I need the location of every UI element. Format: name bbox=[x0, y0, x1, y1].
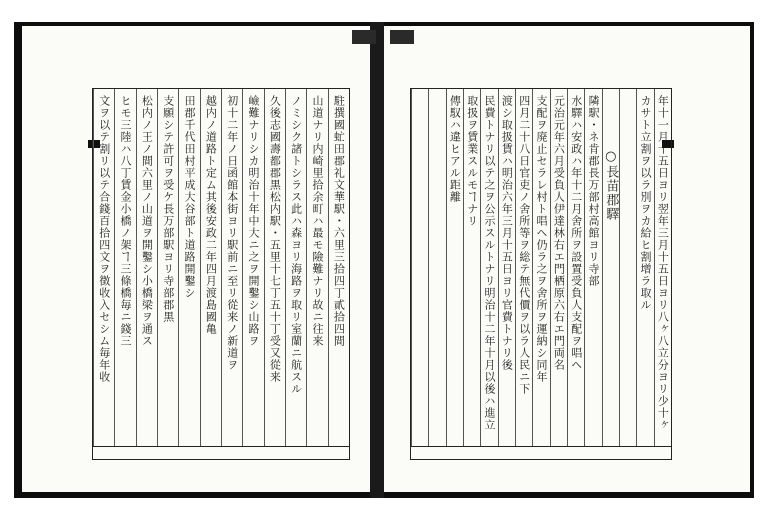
text-column bbox=[602, 89, 619, 459]
binding-clip bbox=[352, 30, 376, 44]
column-text: 松内ノ王ノ間六里ノ山道ヲ開鑿シ小橋梁ヲ通ス bbox=[140, 95, 154, 347]
text-column bbox=[242, 89, 263, 459]
column-text: 元治元年六月受負人伊達林右エ門栖原六右エ門両名 bbox=[552, 95, 566, 371]
text-column bbox=[636, 89, 653, 459]
text-column bbox=[550, 89, 567, 459]
text-column bbox=[178, 89, 199, 459]
column-text: 田郡千代田村平成大谷部ト道路開鑿シ bbox=[183, 95, 197, 299]
text-column bbox=[428, 89, 445, 459]
text-column bbox=[157, 89, 178, 459]
column-text: 嶮難ナリシカ明治十年中大ニ之ヲ開鑿シ山路ヲ bbox=[247, 95, 261, 347]
column-text: 民費トナリ以テ之ヲ公示スルトナリ明治十二年十月以後ハ進立 bbox=[483, 95, 497, 431]
text-column bbox=[515, 89, 532, 459]
text-column bbox=[480, 89, 497, 459]
column-text: ノミシク諸トシラス此ハ森ヨリ海路ヲ取リ室蘭ニ航スル bbox=[289, 95, 303, 395]
column-text: 駐撰國虻田郡礼文華駅・六里三拾四丁貳拾四間 bbox=[332, 95, 346, 347]
book-gutter bbox=[370, 22, 384, 498]
text-column bbox=[584, 89, 601, 459]
column-text: 年十一月十五日ヨリ翌年三月十五日ヨリ八ヶ八立分ヨリ少十ヶ bbox=[656, 95, 670, 431]
text-column bbox=[532, 89, 549, 459]
column-text: 四月二十八日官吏ノ舍所等ヲ総テ無代價ヲ以ラ人民ニ下 bbox=[517, 95, 531, 395]
column-text: 渡シ取扱賃ハ明治六年三月十五日ヨリ官費トナリ後 bbox=[500, 95, 514, 371]
column-text: 支願シテ許可ヲ受ケ長万部駅ヨリ寺部郡黒 bbox=[161, 95, 175, 323]
text-column bbox=[285, 89, 306, 459]
column-text: 傳馭ハ違ヒアル距離 bbox=[448, 95, 462, 203]
column-text: 久後志國壽都郡黒松内駅・五里十七丁五十丁受又從来 bbox=[268, 95, 282, 383]
text-column bbox=[114, 89, 135, 459]
column-text: 初十二年ノ日函館本街ヨリ駅前ニ至リ從来ノ新道ヲ bbox=[225, 95, 239, 371]
text-column bbox=[411, 89, 428, 459]
text-column bbox=[446, 89, 463, 459]
column-text: 山道ナリ内崎里拾余町ハ最モ險難ナリ故ニ往来 bbox=[311, 95, 324, 347]
column-text: 文ヲ以テ割リ以テ合錢百拾四文ヲ徴收入セシム毎年收 bbox=[97, 95, 111, 383]
text-column bbox=[221, 89, 242, 459]
text-column bbox=[328, 89, 349, 459]
text-column bbox=[567, 89, 584, 459]
column-text: 水驛ハ安政ハ年十二月舍所ヲ設置受負人支配ヲ唱ヘ bbox=[569, 95, 583, 371]
text-column bbox=[264, 89, 285, 459]
text-column bbox=[136, 89, 157, 459]
binding-clip bbox=[390, 30, 414, 44]
text-column bbox=[93, 89, 114, 459]
bottom-margin-band bbox=[411, 446, 671, 459]
text-column bbox=[306, 89, 327, 459]
text-column bbox=[200, 89, 221, 459]
bottom-margin-band bbox=[93, 446, 349, 459]
column-text: カサト立割ヲ以ラ別ヲカ給ヒ割增ラ取ル bbox=[639, 95, 652, 311]
section-heading: ○長苗郡驛 bbox=[603, 149, 619, 221]
column-text: ヒモ三陸ハ八丁賃金小橋ノ架ヿ三條橋毎ニ錢三 bbox=[119, 95, 133, 347]
text-column bbox=[619, 89, 636, 459]
column-text: 取扱ヲ賃業スルモヿナリ bbox=[465, 95, 479, 227]
column-text: 支配ヲ廃止セラレ村ト唱ヘ仍ラ之ヲ舍所ヲ運納シ同年 bbox=[535, 95, 549, 383]
column-text: 越内ノ道路ト定ム其後安政二年四月渡島國亀 bbox=[204, 95, 218, 335]
text-column bbox=[498, 89, 515, 459]
column-text: 隣駅・ネ肯郡長万部村高館ヨリ寺部 bbox=[587, 95, 601, 287]
right-page-ruled-area bbox=[410, 88, 672, 460]
text-column bbox=[463, 89, 480, 459]
text-column bbox=[654, 89, 671, 459]
left-page-ruled-area bbox=[92, 88, 350, 460]
